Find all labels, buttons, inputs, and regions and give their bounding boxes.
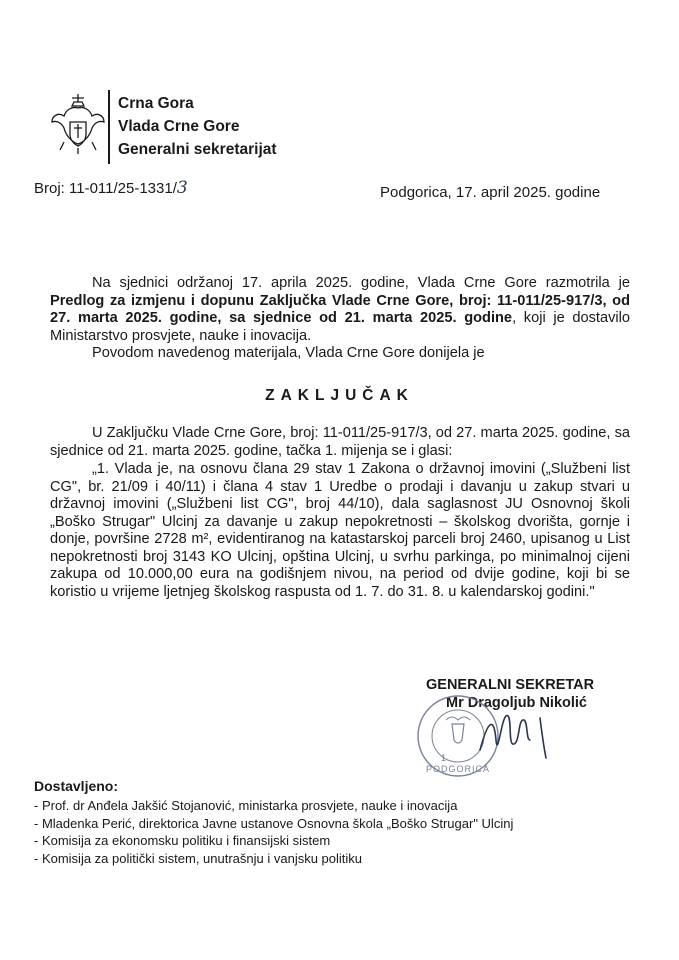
document-title: ZAKLJUČAK <box>265 387 414 404</box>
distribution-item: - Komisija za ekonomsku politiku i finansijski sistem <box>34 833 331 848</box>
body-text-1: U Zaključku Vlade Crne Gore, broj: 11-011/25-917/3, od 27. marta 2025. godine, sa sjednice od 21. marta 2025. godine, tačka 1. mijenja se i glasi: <box>50 425 630 459</box>
reference-number <box>34 178 188 198</box>
place-date: Podgorica, 17. april 2025. godine <box>380 184 601 201</box>
handwritten-signature-icon <box>470 700 590 770</box>
stamp-number: 1 <box>441 753 447 763</box>
intro-text-2: , koji je dostavilo Ministarstvo prosvjete, nauke i inovacija. <box>50 310 630 344</box>
intro-bold-subject: Predlog za izmjenu i dopunu Zaključka Vlade Crne Gore, broj: 11-011/25-917/3, od 27. marta 2025. godine, sa sjednice od 21. marta 2025. godine <box>50 292 630 326</box>
header-country: Crna Gora <box>118 95 194 112</box>
stamp-city: PODGORICA <box>426 764 491 774</box>
distribution-item: - Prof. dr Anđela Jakšić Stojanović, ministarka prosvjete, nauke i inovacija <box>34 798 458 813</box>
distribution-item: - Komisija za politički sistem, unutrašnju i vanjsku politiku <box>34 850 363 866</box>
intro-paragraph <box>50 275 630 363</box>
signatory-name: Mr Dragoljub Nikolić <box>446 695 587 711</box>
distribution-item: - Mladenka Perić, direktorica Javne ustanove Osnovna škola „Boško Strugar" Ulcinj <box>34 815 514 831</box>
coat-of-arms-icon <box>50 92 106 156</box>
header-secretariat: Generalni sekretarijat <box>118 141 277 158</box>
intro-line-2: Povodom navedenog materijala, Vlada Crne Gore donijela je <box>92 345 485 361</box>
header-government: Vlada Crne Gore <box>118 118 240 135</box>
intro-text-1: Na sjednici održanoj 17. aprila 2025. godine, Vlada Crne Gore razmotrila je <box>92 275 630 291</box>
body-paragraph-1 <box>50 425 630 460</box>
body-text-2: „1. Vlada je, na osnovu člana 29 stav 1 Zakona o državnoj imovini („Službeni list CG", br. 21/09 i 40/11) i člana 4 stav 1 Uredbe o prodaji i davanju u zakup stvari u državnoj imovini („Službeni list CG", broj 44/10), dala saglasnost JU Osnovnoj školi „Boško Strugar" Ulcinj za davanje u zakup nepokretnosti – školskog dvorišta, gornje i donje, površine 2728 m², evidentiranog na katastarskoj parceli broj 2460, upisanog u List nepokretnosti broj 3143 KO Ulcinj, opština Ulcinj, u svrhu parkinga, po minimalnoj cijeni zakupa od 10.000,00 eura na godišnjem nivou, na period od dvije godine, koji bi se koristio u vrijeme ljetnjeg školskog raspusta od 1. 7. do 31. 8. u kalendarskoj godini." <box>50 461 630 600</box>
handwritten-number: 3 <box>176 178 188 198</box>
body-paragraph-2 <box>50 461 630 601</box>
header-divider <box>108 90 110 164</box>
reference-number-text: Broj: 11-011/25-1331/ <box>34 180 177 197</box>
signatory-role: GENERALNI SEKRETAR <box>426 677 595 693</box>
distribution-list <box>34 797 513 867</box>
distribution-heading: Dostavljeno: <box>34 778 119 794</box>
